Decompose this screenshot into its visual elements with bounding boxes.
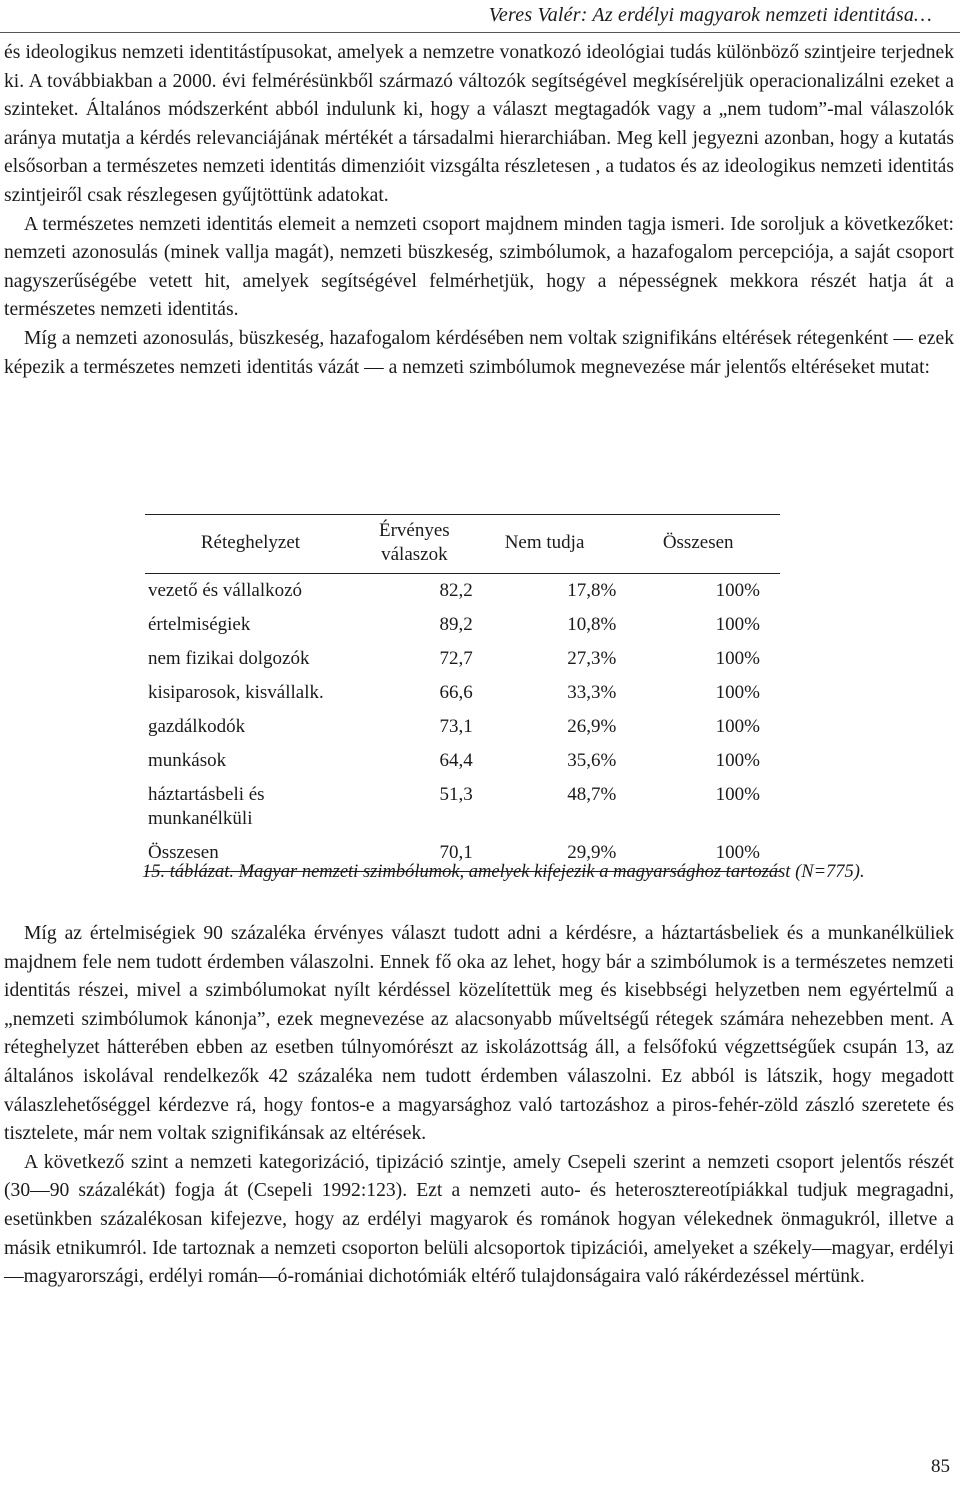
table-cell: 100% (715, 716, 760, 737)
paragraph-5: A következő szint a nemzeti kategorizáció, tipizáció szintje, amely Csepeli szerint a nemzeti csoport jelentős részét (30—90 százalékát) fogja át (Csepeli 1992:123). Ezt a nemzeti auto- és heterosztereotípiákkal tudjuk megragadni, esetünkben százalékosan kifejezve, hogy az erdélyi magyarok és románok hogyan vélekednek önmagukról, illetve a másik etnikumról. Ide tartoznak a nemzeti csoporton belüli alcsoportok tipizációi, amelyeket a székely—magyar, erdélyi—magyarországi, erdélyi román—ó-romániai dichotómiák eltérő tulajdonságaira való rákérdezéssel mértünk. (4, 1151, 954, 1288)
table-cell: 100% (715, 784, 760, 805)
table-cell: munkások (148, 750, 227, 771)
table-cell: 100% (715, 580, 760, 601)
column-header-valid: Érvényes válaszok (356, 515, 473, 574)
table-cell: 64,4 (439, 750, 473, 771)
table-row (145, 676, 780, 710)
table-cell: 66,6 (439, 682, 473, 703)
table-cell: 100% (715, 682, 760, 703)
column-header-dontknow: Nem tudja (473, 515, 617, 574)
paragraph-4: Míg az értelmiségiek 90 százaléka érvényes választ tudott adni a kérdésre, a háztartásbeliek és a munkanélküliek majdnem fele nem tudott érdemben válaszolni. Ennek fő oka az lehet, hogy bár a szimbólumok is a természetes nemzeti identitás részei, mivel a szimbólumokat nyílt kérdéssel közelítettük meg és kisebbségi helyzetben nem egyértelmű a „nemzeti szimbólumok kánonja”, ezek megnevezése az alacsonyabb műveltségű rétegek számára nehezebben ment. A réteghelyzet hátterében ebben az esetben túlnyomórészt az iskolázottság áll, a felsőfokú végzettségűek csupán 13, az általános iskolával rendelkezők 42 százaléka nem tudott érdemben válaszolni. Ez abból is látszik, hogy megadott válaszlehetőséggel kérdezve rá, hogy fontos-e a magyarsághoz való tartozáshoz a piros-fehér-zöld zászló szeretete és tisztelete, már nem voltak szignifikánsak az eltérések. (4, 923, 954, 1145)
table-row (145, 642, 780, 676)
table-row (145, 778, 780, 836)
table-cell: 33,3% (567, 682, 617, 703)
table-cell: kisiparosok, kisvállalk. (148, 682, 324, 703)
table-row (145, 710, 780, 744)
table-cell: 100% (715, 750, 760, 771)
table-cell: 48,7% (567, 784, 617, 805)
column-header-total: Összesen (616, 515, 780, 574)
table-cell: 72,7 (439, 648, 473, 669)
page-number: 85 (931, 1456, 950, 1477)
table-caption: 15. táblázat. Magyar nemzeti szimbólumok, amelyek kifejezik a magyarsághoz tartozást (N=775). (142, 862, 865, 882)
paragraph-3: Míg a nemzeti azonosulás, büszkeség, hazafogalom kérdésében nem voltak szignifikáns eltérések rétegenként — ezek képezik a természetes nemzeti identitás vázát — a nemzeti szimbólumok megnevezése már jelentős eltéréseket mutat: (4, 327, 954, 378)
table-cell: 89,2 (439, 614, 473, 635)
table-header-row (145, 515, 780, 574)
paragraph-2: A természetes nemzeti identitás elemeit a nemzeti csoport majdnem minden tagja ismeri. Ide soroljuk a következőket: nemzeti azonosulás (minek vallja magát), nemzeti büszkeség, szimbólumok, a hazafogalom percepciója, a saját csoport nagyszerűségébe vetett hit, amelyek segítségével felmérhetjük, hogy a népességnek mekkora részét hatja át a természetes nemzeti identitás. (4, 213, 954, 321)
table-cell: 70,1 (356, 836, 473, 872)
table-cell: 73,1 (439, 716, 473, 737)
table-cell: 100% (715, 614, 760, 635)
table-cell: 10,8% (567, 614, 617, 635)
table-cell: 27,3% (567, 648, 617, 669)
column-header-category: Réteghelyzet (145, 515, 356, 574)
table-row (145, 744, 780, 778)
table-cell: gazdálkodók (148, 716, 246, 737)
table-cell: 35,6% (567, 750, 617, 771)
table-cell: 51,3 (439, 784, 473, 805)
paragraph-1: és ideologikus nemzeti identitástípusokat, amelyek a nemzetre vonatkozó ideológiai tudás különböző szintjeire terjednek ki. A továbbiakban a 2000. évi felmérésünkből származó változók segítségével megkíséreljük operacionalizálni ezeket a szinteket. Általános módszerként abból indulunk ki, hogy a választ megtagadók vagy a „nem tudom”-mal válaszolók aránya mutatja a kérdés relevanciájának mértékét a társadalmi hierarchiában. Meg kell jegyezni azonban, hogy a kutatás elsősorban a természetes nemzeti identitás dimenzióit vizsgálta részletesen , a tudatos és az ideologikus nemzeti identitás szintjeiről csak részlegesen gyűjtöttünk adatokat. (4, 42, 954, 206)
data-table (145, 514, 780, 872)
table-cell: értelmiségiek (148, 614, 251, 635)
table-cell: Összesen (145, 836, 356, 872)
table-cell: 100% (715, 648, 760, 669)
table-cell: 17,8% (567, 580, 617, 601)
running-header: Veres Valér: Az erdélyi magyarok nemzeti identitása… (488, 4, 932, 26)
table-cell: nem fizikai dolgozók (148, 648, 310, 669)
body-text-bottom (4, 920, 954, 1292)
table-cell: vezető és vállalkozó (148, 580, 303, 601)
body-text-top (4, 39, 954, 382)
table-cell: 100% (616, 836, 780, 872)
table-cell: háztartásbeli és munkanélküli (148, 784, 265, 829)
header-rule (0, 32, 960, 33)
table-cell: 29,9% (473, 836, 617, 872)
table-cell: 82,2 (439, 580, 473, 601)
table-row (145, 574, 780, 609)
table-cell: 26,9% (567, 716, 617, 737)
table-row (145, 608, 780, 642)
